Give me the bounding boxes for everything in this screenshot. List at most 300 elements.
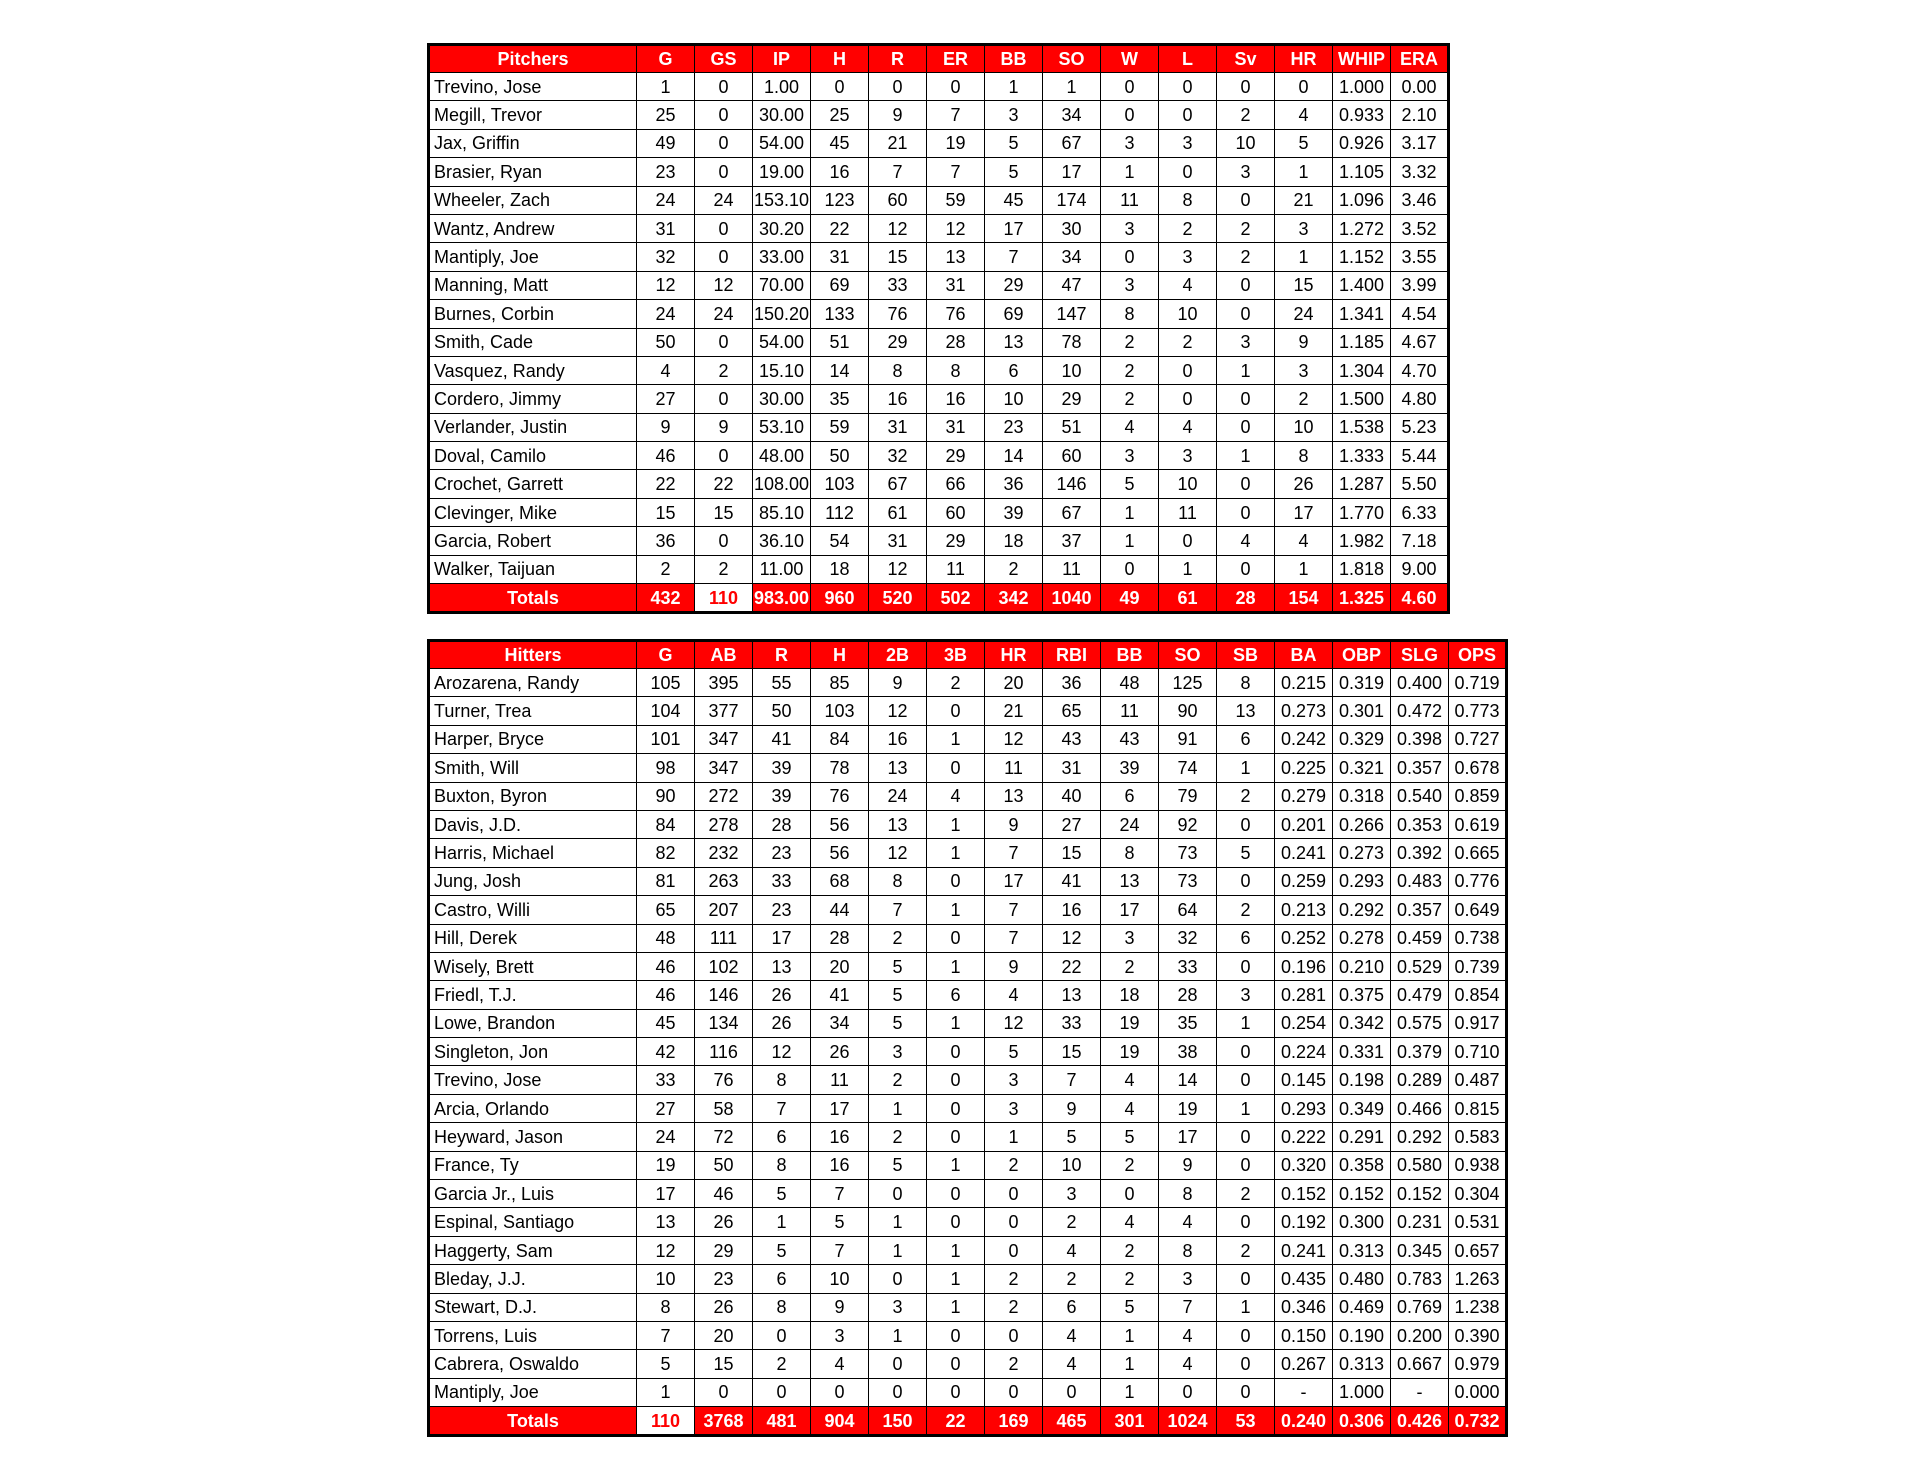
stat-cell: 1.818: [1333, 555, 1391, 583]
stat-cell: 9: [869, 101, 927, 129]
stat-cell: 0: [927, 1066, 985, 1094]
stat-cell: 0.266: [1333, 810, 1391, 838]
stat-cell: 0.252: [1275, 924, 1333, 952]
stat-cell: 54: [811, 527, 869, 555]
stat-cell: 15: [695, 498, 753, 526]
stat-cell: 4: [927, 782, 985, 810]
stat-cell: 41: [1043, 867, 1101, 895]
stat-cell: 19: [927, 129, 985, 157]
stat-cell: 0: [1217, 1123, 1275, 1151]
stat-cell: 76: [695, 1066, 753, 1094]
stat-cell: 2: [1101, 385, 1159, 413]
stat-cell: 2: [869, 924, 927, 952]
player-name: Lowe, Brandon: [429, 1009, 637, 1037]
stat-cell: 54.00: [753, 328, 811, 356]
player-name: Haggerty, Sam: [429, 1236, 637, 1264]
stat-cell: 0.466: [1391, 1094, 1449, 1122]
player-name: Manning, Matt: [429, 271, 637, 299]
stat-cell: 12: [985, 725, 1043, 753]
stat-cell: 1: [753, 1208, 811, 1236]
stat-cell: 0: [1217, 186, 1275, 214]
stat-cell: 0.225: [1275, 754, 1333, 782]
table-row: [429, 271, 1449, 299]
stat-cell: 32: [869, 442, 927, 470]
stat-cell: 5: [1043, 1123, 1101, 1151]
stat-cell: 0: [927, 1350, 985, 1378]
stat-cell: 0.301: [1333, 697, 1391, 725]
stat-cell: 0.979: [1449, 1350, 1507, 1378]
stat-cell: 45: [811, 129, 869, 157]
stat-cell: 0.291: [1333, 1123, 1391, 1151]
stat-cell: 0.300: [1333, 1208, 1391, 1236]
total-cell: 3768: [695, 1407, 753, 1436]
stat-cell: 2: [637, 555, 695, 583]
stat-cell: 0: [1275, 73, 1333, 101]
stat-cell: 0.196: [1275, 952, 1333, 980]
stat-cell: 6: [753, 1265, 811, 1293]
stat-cell: 0.357: [1391, 754, 1449, 782]
stat-cell: 31: [637, 214, 695, 242]
stat-cell: 17: [1043, 158, 1101, 186]
stat-cell: 0.319: [1333, 669, 1391, 697]
table-row: [429, 669, 1507, 697]
stat-cell: 28: [811, 924, 869, 952]
table-row: [429, 101, 1449, 129]
stat-cell: 7: [985, 896, 1043, 924]
stat-cell: 4: [1159, 413, 1217, 441]
stat-cell: 7: [1043, 1066, 1101, 1094]
player-name: Vasquez, Randy: [429, 356, 637, 384]
stat-cell: 5: [869, 952, 927, 980]
stat-cell: 37: [1043, 527, 1101, 555]
stat-cell: 12: [753, 1038, 811, 1066]
hitters-header-cell: AB: [695, 641, 753, 669]
stat-cell: 4: [1159, 271, 1217, 299]
stat-cell: 5: [869, 1009, 927, 1037]
stat-cell: 78: [811, 754, 869, 782]
stat-cell: 56: [811, 810, 869, 838]
player-name: Mantiply, Joe: [429, 243, 637, 271]
stat-cell: 4.70: [1391, 356, 1449, 384]
stat-cell: 39: [985, 498, 1043, 526]
stat-cell: 23: [695, 1265, 753, 1293]
total-cell: 28: [1217, 584, 1275, 613]
stat-cell: 0: [1159, 158, 1217, 186]
stat-cell: 3: [1101, 924, 1159, 952]
stat-cell: 51: [811, 328, 869, 356]
stat-cell: 2: [985, 1350, 1043, 1378]
table-row: [429, 498, 1449, 526]
stat-cell: 3: [1101, 271, 1159, 299]
stat-cell: 0.313: [1333, 1350, 1391, 1378]
stat-cell: 6: [753, 1123, 811, 1151]
stat-cell: 0.329: [1333, 725, 1391, 753]
stat-cell: 3: [869, 1038, 927, 1066]
stat-cell: 0.657: [1449, 1236, 1507, 1264]
total-cell: 53: [1217, 1407, 1275, 1436]
stat-cell: 1: [927, 896, 985, 924]
stat-cell: 1: [1275, 555, 1333, 583]
table-row: [429, 867, 1507, 895]
stat-cell: 2: [985, 555, 1043, 583]
stat-cell: 84: [811, 725, 869, 753]
table-row: [429, 1378, 1507, 1406]
stat-cell: 7: [753, 1094, 811, 1122]
stat-cell: 7: [985, 243, 1043, 271]
stat-cell: 0.375: [1333, 981, 1391, 1009]
stat-cell: 30.00: [753, 385, 811, 413]
stat-cell: 36: [1043, 669, 1101, 697]
stat-cell: 25: [811, 101, 869, 129]
stat-cell: 0: [1217, 1151, 1275, 1179]
stat-cell: 2: [753, 1350, 811, 1378]
player-name: Trevino, Jose: [429, 1066, 637, 1094]
pitchers-header-cell: G: [637, 45, 695, 73]
hitters-header-cell: BB: [1101, 641, 1159, 669]
stat-cell: 3: [1275, 214, 1333, 242]
stat-cell: 34: [1043, 101, 1101, 129]
stat-cell: 59: [811, 413, 869, 441]
stat-cell: 123: [811, 186, 869, 214]
stat-cell: 0.273: [1333, 839, 1391, 867]
stat-cell: 1: [1043, 73, 1101, 101]
stat-cell: 1: [927, 725, 985, 753]
stat-cell: 13: [1101, 867, 1159, 895]
hitters-header-row: [429, 641, 1507, 669]
stat-cell: 0.00: [1391, 73, 1449, 101]
stat-cell: 9: [985, 952, 1043, 980]
stat-cell: 0: [1159, 356, 1217, 384]
table-row: [429, 555, 1449, 583]
player-name: Wisely, Brett: [429, 952, 637, 980]
player-name: Jung, Josh: [429, 867, 637, 895]
stat-cell: 0: [695, 243, 753, 271]
stat-cell: 24: [695, 186, 753, 214]
stat-cell: 1.770: [1333, 498, 1391, 526]
total-cell: 154: [1275, 584, 1333, 613]
stat-cell: 6.33: [1391, 498, 1449, 526]
player-name: Smith, Cade: [429, 328, 637, 356]
stat-cell: 7: [1159, 1293, 1217, 1321]
stat-cell: 0.242: [1275, 725, 1333, 753]
stat-cell: 0.479: [1391, 981, 1449, 1009]
stat-cell: 0.710: [1449, 1038, 1507, 1066]
hitters-header-cell: SO: [1159, 641, 1217, 669]
stat-cell: 9: [1275, 328, 1333, 356]
stat-cell: 0.665: [1449, 839, 1507, 867]
stat-cell: 16: [869, 385, 927, 413]
table-row: [429, 1236, 1507, 1264]
stat-cell: 64: [1159, 896, 1217, 924]
stat-cell: 1.982: [1333, 527, 1391, 555]
stat-cell: 0.198: [1333, 1066, 1391, 1094]
stat-cell: -: [1275, 1378, 1333, 1406]
stat-cell: 0: [1159, 73, 1217, 101]
stat-cell: 0: [695, 101, 753, 129]
total-cell: 960: [811, 584, 869, 613]
stat-cell: 1: [927, 1009, 985, 1037]
stat-cell: 146: [695, 981, 753, 1009]
player-name: Garcia, Robert: [429, 527, 637, 555]
stat-cell: 3: [1159, 129, 1217, 157]
stat-cell: 15: [695, 1350, 753, 1378]
stat-cell: 8: [1159, 186, 1217, 214]
stat-cell: 0.583: [1449, 1123, 1507, 1151]
stat-cell: 82: [637, 839, 695, 867]
stat-cell: 18: [985, 527, 1043, 555]
stat-cell: 1.287: [1333, 470, 1391, 498]
pitchers-header-cell: WHIP: [1333, 45, 1391, 73]
player-name: Jax, Griffin: [429, 129, 637, 157]
player-name: Trevino, Jose: [429, 73, 637, 101]
player-name: Bleday, J.J.: [429, 1265, 637, 1293]
stat-cell: 0.213: [1275, 896, 1333, 924]
stat-cell: 5: [985, 1038, 1043, 1066]
stat-cell: 0: [927, 1208, 985, 1236]
stat-cell: 43: [1101, 725, 1159, 753]
player-name: Espinal, Santiago: [429, 1208, 637, 1236]
stat-cell: 0.345: [1391, 1236, 1449, 1264]
stat-cell: 7: [869, 896, 927, 924]
stat-cell: 1: [985, 73, 1043, 101]
stat-cell: 10: [1275, 413, 1333, 441]
stat-cell: 0.293: [1275, 1094, 1333, 1122]
stat-cell: 7: [811, 1180, 869, 1208]
player-name: Crochet, Garrett: [429, 470, 637, 498]
stat-cell: 0: [927, 754, 985, 782]
stat-cell: 3.32: [1391, 158, 1449, 186]
stat-cell: 0: [985, 1236, 1043, 1264]
stat-cell: 22: [637, 470, 695, 498]
stat-cell: 4: [1101, 1208, 1159, 1236]
stat-cell: 0.321: [1333, 754, 1391, 782]
stat-cell: 3: [1159, 243, 1217, 271]
stat-cell: 0.483: [1391, 867, 1449, 895]
stat-cell: 34: [1043, 243, 1101, 271]
stat-cell: 13: [1043, 981, 1101, 1009]
stat-cell: 20: [811, 952, 869, 980]
table-row: [429, 896, 1507, 924]
stat-cell: 66: [927, 470, 985, 498]
stat-cell: 39: [753, 782, 811, 810]
stat-cell: 3: [1217, 328, 1275, 356]
stat-cell: 60: [927, 498, 985, 526]
stat-cell: 51: [1043, 413, 1101, 441]
stat-cell: 377: [695, 697, 753, 725]
stat-cell: 3: [1217, 158, 1275, 186]
stat-cell: 24: [637, 1123, 695, 1151]
total-cell: 61: [1159, 584, 1217, 613]
stat-cell: 11: [1043, 555, 1101, 583]
stat-cell: 28: [1159, 981, 1217, 1009]
stat-cell: 7: [985, 924, 1043, 952]
stat-cell: 65: [637, 896, 695, 924]
stat-cell: 30.00: [753, 101, 811, 129]
stat-cell: 0: [1101, 243, 1159, 271]
stat-cell: 26: [1275, 470, 1333, 498]
stat-cell: 1: [1101, 1378, 1159, 1406]
stat-cell: 3.52: [1391, 214, 1449, 242]
stat-cell: 16: [1043, 896, 1101, 924]
stat-cell: 14: [1159, 1066, 1217, 1094]
stat-cell: 20: [985, 669, 1043, 697]
stat-cell: 50: [811, 442, 869, 470]
stat-cell: 8: [1101, 300, 1159, 328]
stat-cell: 147: [1043, 300, 1101, 328]
stat-cell: 0.289: [1391, 1066, 1449, 1094]
stat-cell: 91: [1159, 725, 1217, 753]
stat-cell: 1: [1275, 158, 1333, 186]
stat-cell: 0.738: [1449, 924, 1507, 952]
stat-cell: 1: [927, 810, 985, 838]
stat-cell: 0: [1217, 1350, 1275, 1378]
stat-cell: 0.200: [1391, 1321, 1449, 1349]
stat-cell: 0.933: [1333, 101, 1391, 129]
stat-cell: 73: [1159, 867, 1217, 895]
stat-cell: 7.18: [1391, 527, 1449, 555]
pitchers-header-cell: W: [1101, 45, 1159, 73]
stat-cell: 12: [869, 839, 927, 867]
stat-cell: 11: [1159, 498, 1217, 526]
stat-cell: 1: [1275, 243, 1333, 271]
stat-cell: 33.00: [753, 243, 811, 271]
stat-cell: 232: [695, 839, 753, 867]
stat-cell: 0.152: [1333, 1180, 1391, 1208]
hitters-header-cell: HR: [985, 641, 1043, 669]
stat-cell: 2: [1217, 782, 1275, 810]
stat-cell: 14: [985, 442, 1043, 470]
player-name: Arozarena, Randy: [429, 669, 637, 697]
stat-cell: 33: [1043, 1009, 1101, 1037]
stat-cell: 27: [1043, 810, 1101, 838]
stat-cell: 1: [637, 73, 695, 101]
stat-cell: 0.210: [1333, 952, 1391, 980]
player-name: Brasier, Ryan: [429, 158, 637, 186]
stat-cell: 7: [985, 839, 1043, 867]
stat-cell: 17: [637, 1180, 695, 1208]
stat-cell: 0.667: [1391, 1350, 1449, 1378]
stat-cell: 10: [1043, 1151, 1101, 1179]
stat-cell: 0: [1217, 1265, 1275, 1293]
stat-cell: 9: [1043, 1094, 1101, 1122]
stat-cell: 0: [1217, 300, 1275, 328]
stat-cell: 2: [869, 1123, 927, 1151]
stat-cell: 27: [637, 385, 695, 413]
stat-cell: 0.859: [1449, 782, 1507, 810]
table-row: [429, 356, 1449, 384]
stat-cell: 3: [985, 1066, 1043, 1094]
stat-cell: 0.531: [1449, 1208, 1507, 1236]
stat-cell: 6: [1217, 725, 1275, 753]
table-row: [429, 243, 1449, 271]
stat-cell: 0.719: [1449, 669, 1507, 697]
stat-cell: 84: [637, 810, 695, 838]
stat-cell: 3: [1101, 442, 1159, 470]
stat-cell: 7: [927, 158, 985, 186]
stat-cell: 3.99: [1391, 271, 1449, 299]
stat-cell: 27: [637, 1094, 695, 1122]
stat-cell: 1.152: [1333, 243, 1391, 271]
stat-cell: 53.10: [753, 413, 811, 441]
stat-cell: 13: [985, 328, 1043, 356]
stat-cell: 103: [811, 697, 869, 725]
stat-cell: 0.815: [1449, 1094, 1507, 1122]
stat-cell: 29: [927, 442, 985, 470]
stat-cell: 5.23: [1391, 413, 1449, 441]
stat-cell: 48: [1101, 669, 1159, 697]
stat-cell: 0.575: [1391, 1009, 1449, 1037]
stat-cell: 45: [637, 1009, 695, 1037]
stat-cell: 1: [1101, 158, 1159, 186]
stat-cell: 0.435: [1275, 1265, 1333, 1293]
stat-cell: 1.096: [1333, 186, 1391, 214]
stat-cell: 17: [1101, 896, 1159, 924]
stat-cell: 29: [1043, 385, 1101, 413]
stat-cell: 2: [985, 1265, 1043, 1293]
stat-cell: 12: [637, 271, 695, 299]
stat-cell: 0: [1101, 101, 1159, 129]
stat-cell: 108.00: [753, 470, 811, 498]
stat-cell: 7: [869, 158, 927, 186]
stat-cell: 28: [927, 328, 985, 356]
table-row: [429, 952, 1507, 980]
stat-cell: 1.538: [1333, 413, 1391, 441]
stat-cell: 2: [1101, 1265, 1159, 1293]
total-cell: 301: [1101, 1407, 1159, 1436]
stat-cell: 4: [1159, 1208, 1217, 1236]
stat-cell: 0.379: [1391, 1038, 1449, 1066]
totals-row: [429, 584, 1449, 613]
stat-cell: 0: [695, 442, 753, 470]
stat-cell: 34: [811, 1009, 869, 1037]
player-name: Harris, Michael: [429, 839, 637, 867]
stat-cell: 13: [927, 243, 985, 271]
stat-cell: 0.529: [1391, 952, 1449, 980]
stat-cell: 38: [1159, 1038, 1217, 1066]
total-cell: 0.306: [1333, 1407, 1391, 1436]
stat-cell: 2: [1101, 1236, 1159, 1264]
stat-cell: 10: [985, 385, 1043, 413]
stat-cell: 72: [695, 1123, 753, 1151]
stat-cell: 12: [869, 214, 927, 242]
stat-cell: 23: [753, 839, 811, 867]
stat-cell: 9: [811, 1293, 869, 1321]
stat-cell: 12: [927, 214, 985, 242]
total-cell: 502: [927, 584, 985, 613]
stat-cell: 2: [1217, 214, 1275, 242]
player-name: Singleton, Jon: [429, 1038, 637, 1066]
stat-cell: 5.44: [1391, 442, 1449, 470]
stat-cell: 0.190: [1333, 1321, 1391, 1349]
stat-cell: 1: [985, 1123, 1043, 1151]
stat-cell: 0: [927, 1321, 985, 1349]
stat-cell: 31: [927, 413, 985, 441]
stat-cell: 3: [869, 1293, 927, 1321]
stat-cell: 65: [1043, 697, 1101, 725]
stat-cell: 2: [1101, 328, 1159, 356]
total-cell: 342: [985, 584, 1043, 613]
player-name: Stewart, D.J.: [429, 1293, 637, 1321]
stat-cell: 1.333: [1333, 442, 1391, 470]
stat-cell: 1: [927, 952, 985, 980]
stat-cell: 4: [811, 1350, 869, 1378]
player-name: Wheeler, Zach: [429, 186, 637, 214]
hitters-header-cell: RBI: [1043, 641, 1101, 669]
stat-cell: 146: [1043, 470, 1101, 498]
stat-cell: 17: [811, 1094, 869, 1122]
stat-cell: 10: [637, 1265, 695, 1293]
stat-cell: 61: [869, 498, 927, 526]
